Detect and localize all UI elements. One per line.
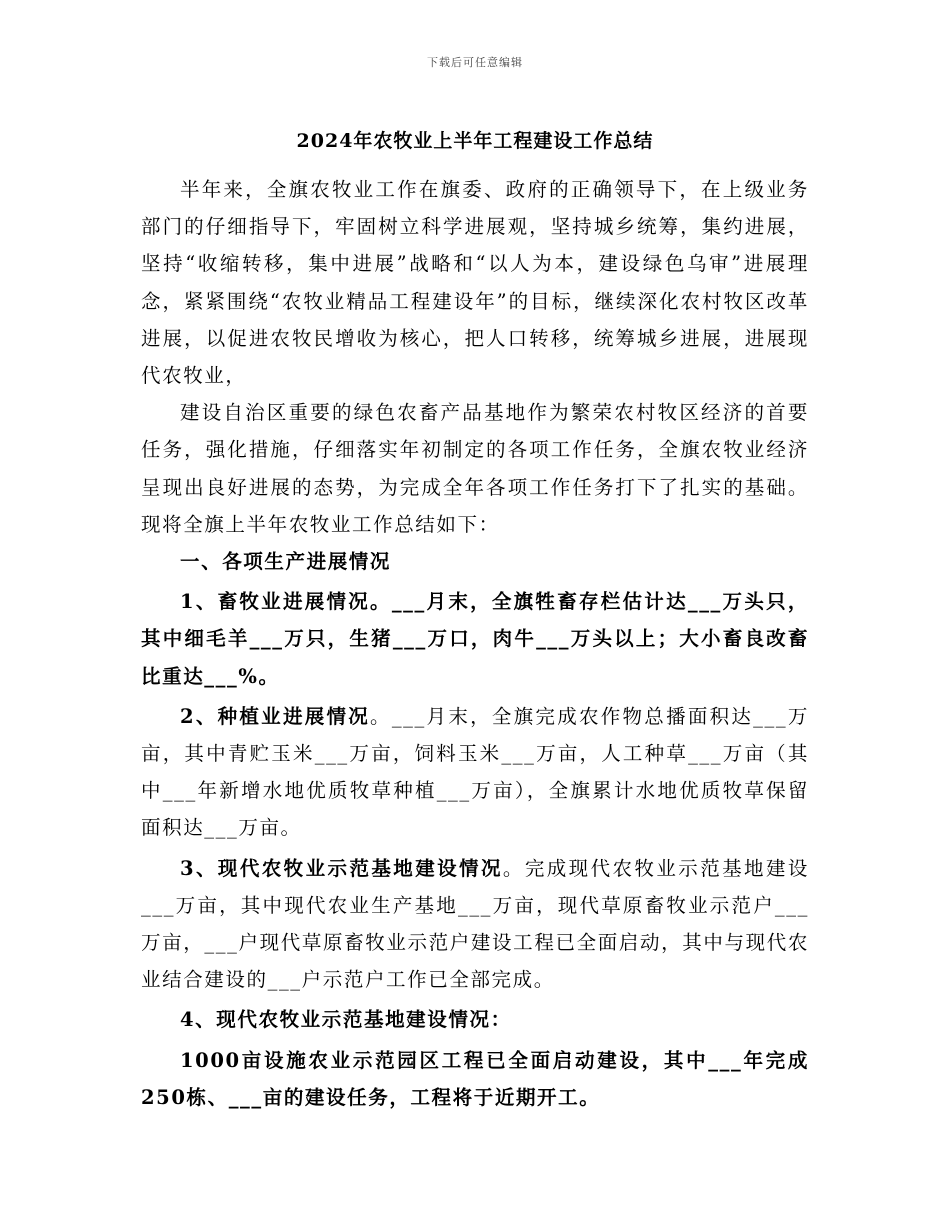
paragraph-planting	[141, 698, 809, 847]
paragraph-demo-base	[141, 850, 809, 999]
paragraph-intro: 半年来，全旗农牧业工作在旗委、政府的正确领导下，在上级业务部门的仔细指导下，牢固树立科学进展观，坚持城乡统筹，集约进展，坚持“收缩转移，集中进展”战略和“以人为本，建设绿色乌审”进展理念，紧紧围绕“农牧业精品工程建设年”的目标，继续深化农村牧区改革进展，以促进农牧民增收为核心，把人口转移，统筹城乡进展，进展现代农牧业，	[141, 178, 809, 388]
paragraph-livestock: 1、畜牧业进展情况。___月末，全旗牲畜存栏估计达___万头只，其中细毛羊___万只，生猪___万口，肉牛___万头以上；大小畜良改畜比重达___%。	[141, 590, 809, 688]
paragraph-planting-text: 。___月末，全旗完成农作物总播面积达___万亩，其中青贮玉米___万亩，饲料玉米___万亩，人工种草___万亩（其中___年新增水地优质牧草种植___万亩），全旗累计水地优质牧草保留面积达___万亩。	[141, 704, 809, 840]
paragraph-demo-base-heading-2: 4、现代农牧业示范基地建设情况：	[180, 1008, 512, 1032]
paragraph-demo-base-heading: 3、现代农牧业示范基地建设情况	[180, 856, 503, 880]
paragraph-intro-continued: 建设自治区重要的绿色农畜产品基地作为繁荣农村牧区经济的首要任务，强化措施，仔细落实年初制定的各项工作任务，全旗农牧业经济呈现出良好进展的态势，为完成全年各项工作任务打下了扎实的基础。现将全旗上半年农牧业工作总结如下：	[141, 401, 809, 536]
header-note: 下载后可任意编辑	[427, 56, 523, 69]
paragraph-planting-heading: 2、种植业进展情况	[180, 704, 371, 728]
section-heading-production: 一、各项生产进展情况	[180, 550, 392, 574]
paragraph-facility-agriculture: 1000亩设施农业示范园区工程已全面启动建设，其中___年完成250栋、___亩的建设任务，工程将于近期开工。	[141, 1048, 809, 1109]
paragraph-demo-base-text: 。完成现代农牧业示范基地建设___万亩，其中现代农业生产基地___万亩，现代草原畜牧业示范户___万亩，___户现代草原畜牧业示范户建设工程已全面启动，其中与现代农业结合建设的___户示范户工作已全部完成。	[141, 856, 809, 992]
document-body	[141, 171, 809, 1116]
document-title: 2024年农牧业上半年工程建设工作总结	[296, 130, 654, 152]
